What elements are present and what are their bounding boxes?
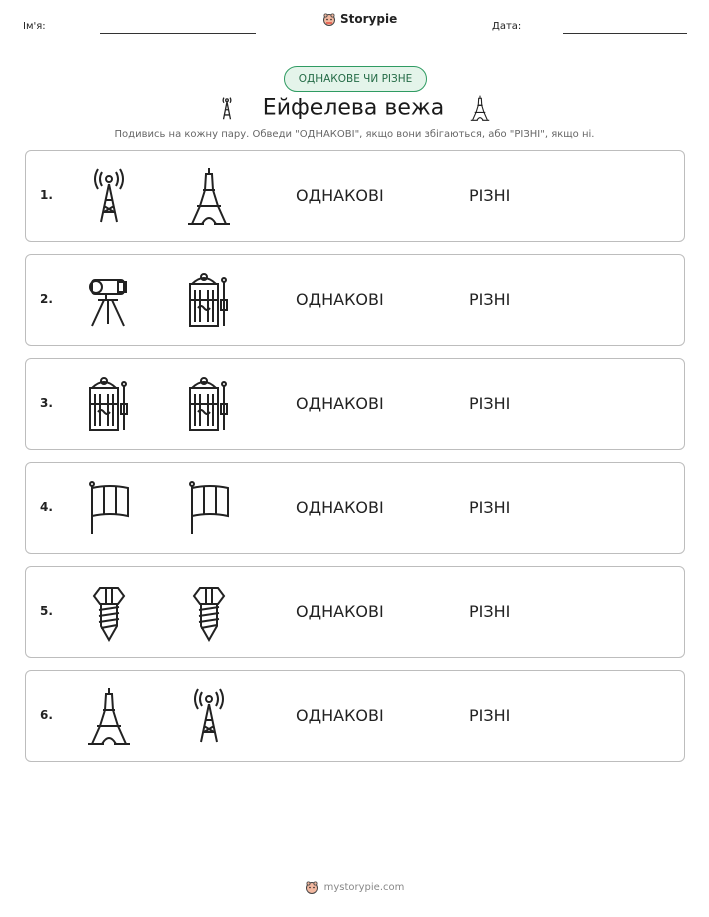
exercise-row-4 [25, 462, 685, 554]
footer [0, 880, 709, 894]
row-number: 6. [40, 708, 53, 722]
brand-logo [322, 12, 397, 26]
worksheet-type-badge: ОДНАКОВЕ ЧИ РІЗНЕ [284, 66, 427, 92]
row-number: 3. [40, 396, 53, 410]
screw-icon [184, 582, 234, 642]
radio-tower-icon [84, 166, 134, 226]
footer-url[interactable]: mystorypie.com [323, 881, 405, 893]
option-different[interactable]: РІЗНІ [469, 498, 511, 517]
date-line[interactable] [563, 33, 687, 34]
exercise-row-6 [25, 670, 685, 762]
option-different[interactable]: РІЗНІ [469, 394, 511, 413]
option-different[interactable]: РІЗНІ [469, 706, 511, 725]
brand-name: Storypie [340, 12, 398, 26]
eiffel-tower-icon [184, 166, 234, 226]
screw-icon [84, 582, 134, 642]
option-same[interactable]: ОДНАКОВІ [296, 394, 384, 413]
flag-icon [184, 478, 234, 538]
exercise-row-5 [25, 566, 685, 658]
date-label: Дата: [492, 21, 522, 32]
row-number: 1. [40, 188, 53, 202]
option-different[interactable]: РІЗНІ [469, 602, 511, 621]
elevator-icon [84, 374, 134, 434]
option-same[interactable]: ОДНАКОВІ [296, 706, 384, 725]
option-different[interactable]: РІЗНІ [469, 290, 511, 309]
exercise-row-2 [25, 254, 685, 346]
instructions: Подивись на кожну пару. Обведи "ОДНАКОВІ", якщо вони збігаються, або "РІЗНІ", якщо ні. [114, 129, 595, 140]
exercise-row-3 [25, 358, 685, 450]
flag-icon [84, 478, 134, 538]
storypie-mascot-icon [322, 12, 336, 26]
radio-tower-icon [184, 686, 234, 746]
storypie-mascot-icon [305, 880, 319, 894]
row-number: 5. [40, 604, 53, 618]
elevator-icon [184, 374, 234, 434]
row-number: 2. [40, 292, 53, 306]
option-same[interactable]: ОДНАКОВІ [296, 186, 384, 205]
radio-tower-icon [218, 95, 236, 121]
elevator-icon [184, 270, 234, 330]
option-same[interactable]: ОДНАКОВІ [296, 602, 384, 621]
option-different[interactable]: РІЗНІ [469, 186, 511, 205]
exercise-row-1 [25, 150, 685, 242]
option-same[interactable]: ОДНАКОВІ [296, 290, 384, 309]
page-title [0, 93, 709, 125]
option-same[interactable]: ОДНАКОВІ [296, 498, 384, 517]
title-text: Ейфелева вежа [262, 95, 445, 121]
name-line[interactable] [100, 33, 256, 34]
name-label: Ім'я: [23, 21, 46, 32]
eiffel-tower-icon [84, 686, 134, 746]
eiffel-tower-icon [469, 93, 491, 123]
row-number: 4. [40, 500, 53, 514]
surveying-level-icon [84, 270, 134, 330]
